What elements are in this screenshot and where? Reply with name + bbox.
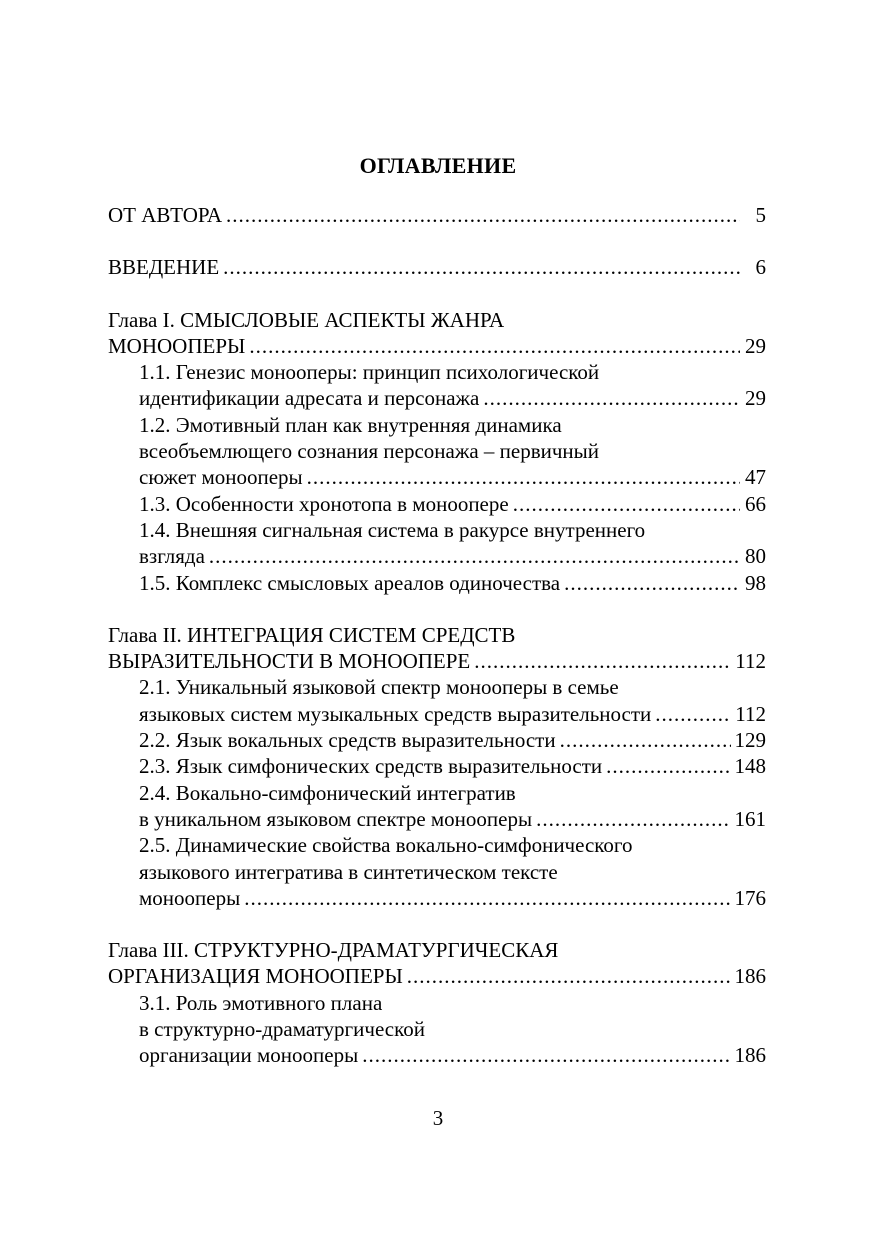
toc-entry-text: Глава III. СТРУКТУРНО-ДРАМАТУРГИЧЕСКАЯ [108, 938, 559, 963]
toc-entry-text: 3.1. Роль эмотивного плана [139, 990, 383, 1015]
leader-dots [307, 464, 740, 490]
toc-entry-text: МОНООПЕРЫ [108, 333, 246, 358]
chapter-2-heading[interactable] [108, 622, 766, 648]
toc-entry-text: монооперы [139, 885, 241, 910]
toc-section-1-2-cont[interactable] [108, 438, 766, 464]
toc-page-number: 112 [735, 701, 766, 726]
toc-page-number: 112 [735, 649, 766, 674]
toc-entry-text: 1.3. Особенности хронотопа в моноопере [139, 491, 509, 516]
leader-dots [244, 885, 730, 911]
toc-entry-text: 2.2. Язык вокальных средств выразительности [139, 728, 556, 753]
toc-entry-text: 2.5. Динамические свойства вокально-симфонического [139, 833, 633, 858]
toc-entry-text: языковых систем музыкальных средств выразительности [139, 701, 652, 726]
toc-entry-text: 2.3. Язык симфонических средств выразительности [139, 754, 603, 779]
toc-section-1-2-cont2[interactable] [108, 464, 766, 490]
toc-entry-text: ОТ АВТОРА [108, 203, 223, 227]
toc-entry-text: организации монооперы [139, 1043, 359, 1068]
toc-page-number: 29 [745, 386, 766, 411]
toc-section-3-1-cont[interactable] [108, 1016, 766, 1042]
toc-entry-text: 1.4. Внешняя сигнальная система в ракурсе внутреннего [139, 517, 646, 542]
toc-section-3-1[interactable] [108, 990, 766, 1016]
toc-entry-text: сюжет монооперы [139, 465, 303, 490]
toc-section-1-5[interactable] [108, 570, 766, 596]
page-number: 3 [432, 1106, 444, 1130]
toc-section-2-4-cont[interactable] [108, 806, 766, 832]
leader-dots [655, 701, 731, 727]
toc-section-2-5-cont[interactable] [108, 859, 766, 885]
toc-page-number: 186 [734, 1043, 766, 1068]
leader-dots [362, 1042, 730, 1068]
toc-section-1-3[interactable] [108, 491, 766, 517]
toc-entry-intro[interactable] [108, 254, 766, 280]
toc-entry-text: ВЫРАЗИТЕЛЬНОСТИ В МОНООПЕРЕ [108, 649, 471, 674]
toc-page-number: 6 [755, 255, 766, 280]
toc-section-2-3[interactable] [108, 753, 766, 779]
toc-page-number: 176 [734, 885, 766, 910]
chapter-1-heading-cont[interactable] [108, 333, 766, 359]
toc-page-number: 5 [755, 203, 766, 227]
chapter-2-heading-cont[interactable] [108, 648, 766, 674]
toc-entry-author[interactable] [108, 202, 766, 228]
table-of-contents [108, 202, 766, 1069]
toc-entry-text: Глава II. ИНТЕГРАЦИЯ СИСТЕМ СРЕДСТВ [108, 622, 516, 647]
toc-entry-text: в уникальном языковом спектре монооперы [139, 806, 533, 831]
leader-dots [474, 648, 731, 674]
toc-section-3-1-cont2[interactable] [108, 1042, 766, 1068]
toc-page-number: 148 [734, 754, 766, 779]
leader-dots [564, 570, 740, 596]
toc-entry-text: 2.4. Вокально-симфонический интегратив [139, 780, 516, 805]
toc-page-number: 161 [734, 806, 766, 831]
toc-entry-text: 1.1. Генезис монооперы: принцип психологической [139, 360, 600, 385]
leader-dots [513, 491, 740, 517]
leader-dots [606, 753, 730, 779]
toc-entry-text: 1.2. Эмотивный план как внутренняя динамика [139, 412, 562, 437]
toc-section-1-1[interactable] [108, 359, 766, 385]
toc-entry-text: ОРГАНИЗАЦИЯ МОНООПЕРЫ [108, 964, 403, 989]
toc-section-1-1-cont[interactable] [108, 385, 766, 411]
toc-section-1-2[interactable] [108, 412, 766, 438]
toc-page-number: 47 [745, 465, 766, 490]
leader-dots [209, 543, 740, 569]
leader-dots [407, 963, 731, 989]
toc-entry-text: Глава I. СМЫСЛОВЫЕ АСПЕКТЫ ЖАНРА [108, 307, 505, 332]
toc-entry-text: всеобъемлющего сознания персонажа – первичный [139, 439, 600, 464]
toc-entry-text: идентификации адресата и персонажа [139, 386, 480, 411]
toc-page-number: 98 [745, 570, 766, 595]
chapter-3-heading[interactable] [108, 937, 766, 963]
leader-dots [249, 333, 740, 359]
toc-entry-text: 1.5. Комплекс смысловых ареалов одиночества [139, 570, 561, 595]
chapter-3-heading-cont[interactable] [108, 963, 766, 989]
toc-page-number: 66 [745, 491, 766, 516]
leader-dots [560, 727, 731, 753]
toc-section-2-1-cont[interactable] [108, 701, 766, 727]
leader-dots [223, 254, 740, 280]
page-title: ОГЛАВЛЕНИЕ [359, 153, 517, 178]
toc-section-2-2[interactable] [108, 727, 766, 753]
toc-section-2-5[interactable] [108, 832, 766, 858]
toc-section-2-1[interactable] [108, 674, 766, 700]
toc-entry-text: 2.1. Уникальный языковой спектр монооперы в семье [139, 675, 619, 700]
toc-entry-text: в структурно-драматургической [139, 1017, 425, 1042]
toc-section-2-4[interactable] [108, 780, 766, 806]
toc-page-number: 29 [745, 333, 766, 358]
toc-page-number: 186 [734, 964, 766, 989]
leader-dots [483, 385, 740, 411]
toc-entry-text: ВВЕДЕНИЕ [108, 255, 220, 280]
toc-entry-text: взгляда [139, 544, 205, 569]
toc-section-1-4-cont[interactable] [108, 543, 766, 569]
leader-dots [536, 806, 730, 832]
toc-page-number: 129 [734, 728, 766, 753]
toc-entry-text: языкового интегратива в синтетическом тексте [139, 859, 558, 884]
leader-dots [226, 202, 740, 228]
chapter-1-heading[interactable] [108, 307, 766, 333]
toc-section-2-5-cont2[interactable] [108, 885, 766, 911]
toc-page-number: 80 [745, 544, 766, 569]
toc-section-1-4[interactable] [108, 517, 766, 543]
